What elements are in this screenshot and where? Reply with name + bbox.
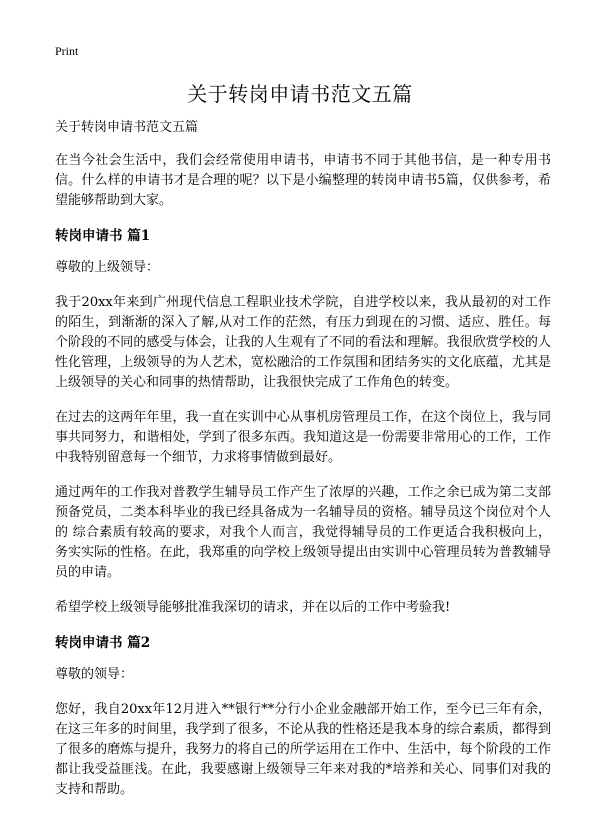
- document-subtitle: 关于转岗申请书范文五篇: [55, 120, 199, 135]
- salutation: 尊敬的领导：: [55, 667, 134, 682]
- section-heading: 转岗申请书 篇2: [55, 635, 151, 651]
- page-title: 关于转岗申请书范文五篇: [187, 82, 413, 106]
- body-paragraph: 希望学校上级领导能够批准我深切的请求，并在以后的工作中考验我!: [55, 600, 451, 615]
- intro-paragraph: 在当今社会生活中，我们会经常使用申请书，申请书不同于其他书信，是一种专用书信。什么样的申请书才是合理的呢？以下是小编整理的转岗申请书5篇，仅供参考，希望能够帮助到大家。: [55, 153, 551, 208]
- salutation: 尊敬的上级领导：: [55, 260, 160, 275]
- body-paragraph: 我于20xx年来到广州现代信息工程职业技术学院，自进学校以来，我从最初的对工作的陌生，到渐渐的深入了解,从对工作的茫然，有压力到现在的习惯、适应、胜任。每个阶段的不同的感受与体会，让我的人生观有了不同的看法和理解。我很欣赏学校的人性化管理，上级领导的为人艺术，宽松融洽的工作氛围和团结务实的文化底蕴，尤其是上级领导的关心和同事的热情帮助，让我很快完成了工作角色的转变。: [55, 295, 551, 390]
- section-1: [55, 226, 551, 618]
- print-link[interactable]: Print: [55, 44, 79, 58]
- body-paragraph: 通过两年的工作我对普教学生辅导员工作产生了浓厚的兴趣，工作之余已成为第二支部预备党员，二类本科毕业的我已经具备成为一名辅导员的资格。辅导员这个岗位对个人的 综合素质有较高的要求，对我个人而言，我觉得辅导员的工作更适合我积极向上，务实实际的性格。在此，我郑重的向学校上级领导提出由实训中心管理员转为普教辅导员的申请。: [55, 485, 551, 580]
- section-2: [55, 633, 551, 800]
- document-body: [55, 118, 551, 815]
- body-paragraph: 在过去的这两年年里，我一直在实训中心从事机房管理员工作，在这个岗位上，我与同事共同努力，和谐相处，学到了很多东西。我知道这是一份需要非常用心的工作，工作中我特别留意每一个细节，力求将事情做到最好。: [55, 410, 551, 465]
- section-heading: 转岗申请书 篇1: [55, 228, 151, 244]
- body-paragraph: 您好，我自20xx年12月进入**银行**分行小企业金融部开始工作，至今已三年有余，在这三年多的时间里，我学到了很多，不论从我的性格还是我本身的综合素质，都得到了很多的磨炼与提升，我努力的将自己的所学运用在工作中、生活中，每个阶段的工作都让我受益匪浅。在此，我要感谢上级领导三年来对我的*培养和关心、同事们对我的支持和帮助。: [55, 702, 551, 797]
